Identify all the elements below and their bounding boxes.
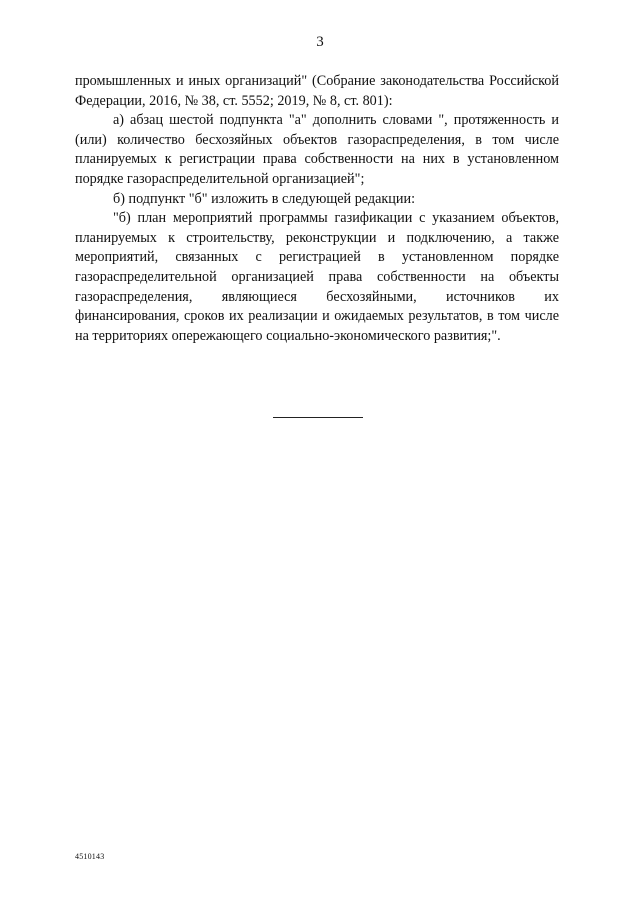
- paragraph-item-b: б) подпункт "б" изложить в следующей редакции:: [113, 190, 416, 207]
- document-code: 4510143: [75, 852, 105, 861]
- paragraph-item-a: а) абзац шестой подпункта "а" дополнить словами ", протяженность и (или) количество бесхозяйных объектов газораспределения, в том числе планируемых к регистрации права собственности на них в установленном порядке газораспределительной организацией";: [75, 112, 559, 187]
- paragraph-continuation: промышленных и иных организаций" (Собрание законодательства Российской Федерации, 2016, № 38, ст. 5552; 2019, № 8, ст. 801):: [75, 73, 559, 109]
- paragraph-new-wording: "б) план мероприятий программы газификации с указанием объектов, планируемых к строительству, реконструкции и подключению, а также мероприятий, связанных с регистрацией в установленном порядке газораспределительной организацией права собственности на объекты газораспределения, являющиеся бесхозяйными, источников их финансирования, сроков их реализации и ожидаемых результатов, в том числе на территориях опережающего социально-экономического развития;".: [75, 210, 559, 344]
- page-number: 3: [316, 34, 324, 50]
- end-of-text-rule: [273, 417, 363, 418]
- document-body: [75, 72, 559, 346]
